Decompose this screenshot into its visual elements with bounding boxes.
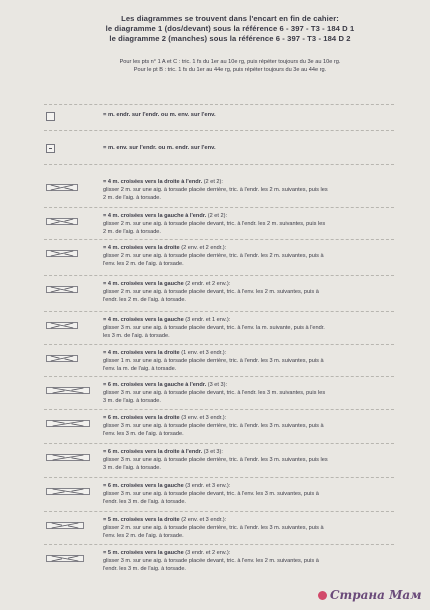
divider <box>44 376 394 377</box>
cable-title: = 6 m. croisées vers la gauche <box>103 483 184 489</box>
cable-cross-icon <box>46 482 90 500</box>
cable-instruction-line: l'env. les 2 m. de l'aig. à torsade. <box>103 533 184 539</box>
header-line: Les diagrammes se trouvent dans l'encart en fin de cahier: <box>121 14 339 23</box>
cable-cross-icon <box>46 178 78 196</box>
cable-instruction-line: les 3 m. de l'aig. à torsade. <box>103 333 170 339</box>
cable-instruction-line: glisser 2 m. sur une aig. à torsade placée derrière, tric. à l'endr. les 2 m. suivantes, puis à <box>103 253 324 259</box>
empty-square-icon <box>46 112 55 121</box>
cable-title: = 4 m. croisées vers la gauche <box>103 281 184 287</box>
cable-title: = 5 m. croisées vers la gauche <box>103 550 184 556</box>
cable-instruction-line: 3 m. de l'aig. à torsade. <box>103 465 161 471</box>
cable-heading <box>103 280 403 288</box>
header-line: le diagramme 1 (dos/devant) sous la référence 6 - 397 - T3 - 184 D 1 <box>105 24 355 33</box>
cable-params: (2 et 2): <box>207 213 228 219</box>
cable-title: = 6 m. croisées vers la droite à l'endr. <box>103 449 203 455</box>
intro-line: Pour les pts n° 1 A et C : tric. 1 fs du 1er au 10e rg, puis répéter toujours du 3e au 10e rg. <box>119 59 341 65</box>
legend-text: = m. endr. sur l'endr. ou m. env. sur l'env. <box>103 112 216 118</box>
cable-params: (3 et 3): <box>203 449 223 455</box>
divider <box>44 477 394 478</box>
cable-params: (3 endr. et 3 env.): <box>185 483 231 489</box>
cable-title: = 6 m. croisées vers la gauche à l'endr. <box>103 382 207 388</box>
cable-instruction-line: 3 m. de l'aig. à torsade. <box>103 398 161 404</box>
divider <box>44 511 394 512</box>
cable-description <box>103 414 403 438</box>
header-line: le diagramme 2 (manches) sous la référence 6 - 397 - T3 - 184 D 2 <box>109 34 351 43</box>
cable-instruction-line: glisser 3 m. sur une aig. à torsade placée derrière, tric. à l'endr. les 3 m. suivantes, puis les <box>103 457 328 463</box>
legend-row <box>40 110 410 144</box>
divider <box>44 275 394 276</box>
cable-heading <box>103 414 403 422</box>
page-header <box>60 14 400 44</box>
cable-instruction-line: 2 m. de l'aig. à torsade. <box>103 229 161 235</box>
divider <box>44 443 394 444</box>
cable-cross-icon <box>46 349 78 367</box>
cable-heading <box>103 448 403 456</box>
cable-instruction-line: glisser 2 m. sur une aig. à torsade placée devant, tric. à l'env. les 2 m. suivantes, puis à <box>103 289 319 295</box>
divider <box>44 104 394 105</box>
cable-params: (2 et 2): <box>203 179 223 185</box>
cable-title: = 4 m. croisées vers la droite <box>103 350 180 356</box>
cable-heading <box>103 349 403 357</box>
cable-title: = 4 m. croisées vers la droite <box>103 245 180 251</box>
cable-instruction-line: glisser 2 m. sur une aig. à torsade placée derrière, tric. à l'endr. les 2 m. suivantes, puis les <box>103 187 328 193</box>
cable-description <box>103 212 403 236</box>
cable-title: = 4 m. croisées vers la droite à l'endr. <box>103 179 203 185</box>
cable-params: (3 endr. et 1 env.): <box>185 317 231 323</box>
cable-cross-icon <box>46 212 78 230</box>
divider <box>44 130 394 131</box>
cable-instruction-line: glisser 3 m. sur une aig. à torsade placée devant, tric. à l'env. la m. suivante, puis à l'endr. <box>103 325 325 331</box>
cable-row <box>40 244 410 278</box>
cable-instruction-line: l'endr. les 3 m. de l'aig. à torsade. <box>103 566 186 572</box>
cable-description <box>103 349 403 373</box>
cable-instruction-line: glisser 3 m. sur une aig. à torsade placée devant, tric. à l'env. les 2 m. suivantes, puis à <box>103 558 319 564</box>
cable-cross-icon <box>46 280 78 298</box>
divider <box>44 239 394 240</box>
cable-params: (3 et 3): <box>207 382 228 388</box>
cable-instruction-line: l'env. les 2 m. de l'aig. à torsade. <box>103 261 184 267</box>
cable-instruction-line: 2 m. de l'aig. à torsade. <box>103 195 161 201</box>
legend-row <box>40 143 410 177</box>
cable-heading <box>103 178 403 186</box>
cable-instruction-line: glisser 3 m. sur une aig. à torsade placée devant, tric. à l'endr. les 3 m. suivantes, puis les <box>103 390 326 396</box>
cable-instruction-line: l'env. la m. de l'aig. à torsade. <box>103 366 177 372</box>
cable-description <box>103 482 403 506</box>
cable-params: (3 env. et 3 endr.): <box>181 415 227 421</box>
cable-params: (2 endr. et 2 env.): <box>185 281 231 287</box>
cable-instruction-line: glisser 3 m. sur une aig. à torsade placée devant, tric. à l'env. les 3 m. suivantes, puis à <box>103 491 319 497</box>
intro-line: Pour le pt B : tric. 1 fs du 1er au 44e rg, puis répéter toujours du 3e au 44e rg. <box>133 67 327 73</box>
cable-heading <box>103 316 403 324</box>
cable-instruction-line: l'endr. les 2 m. de l'aig. à torsade. <box>103 297 186 303</box>
cable-instruction-line: glisser 2 m. sur une aig. à torsade placée devant, tric. à l'endr. les 2 m. suivantes, puis les <box>103 221 326 227</box>
cable-description <box>103 178 403 202</box>
cable-params: (3 endr. et 2 env.): <box>185 550 231 556</box>
cable-description <box>103 448 403 472</box>
cable-row <box>40 549 410 583</box>
cable-row <box>40 349 410 383</box>
cable-cross-icon <box>46 316 78 334</box>
cable-description <box>103 244 403 268</box>
cable-description <box>103 280 403 304</box>
dash-square-icon <box>46 144 55 153</box>
cable-row <box>40 212 410 246</box>
cable-cross-icon <box>46 381 90 399</box>
cable-title: = 6 m. croisées vers la droite <box>103 415 180 421</box>
cable-cross-icon <box>46 244 78 262</box>
divider <box>44 544 394 545</box>
cable-cross-icon <box>46 414 90 432</box>
cable-params: (2 env. et 2 endr.): <box>181 245 227 251</box>
cable-description <box>103 549 403 573</box>
divider <box>44 409 394 410</box>
cable-title: = 4 m. croisées vers la gauche à l'endr. <box>103 213 207 219</box>
cable-heading <box>103 244 403 252</box>
cable-params: (1 env. et 3 endr.): <box>181 350 227 356</box>
divider <box>44 344 394 345</box>
cable-heading <box>103 212 403 220</box>
cable-instruction-line: glisser 3 m. sur une aig. à torsade placée derrière, tric. à l'endr. les 3 m. suivantes, puis à <box>103 423 324 429</box>
cable-heading <box>103 482 403 490</box>
cable-instruction-line: glisser 1 m. sur une aig. à torsade placée derrière, tric. à l'endr. les 3 m. suivantes, puis à <box>103 358 324 364</box>
divider <box>44 311 394 312</box>
cable-instruction-line: l'endr. les 3 m. de l'aig. à torsade. <box>103 499 186 505</box>
cable-cross-icon <box>46 448 90 466</box>
cable-title: = 5 m. croisées vers la droite <box>103 517 180 523</box>
cable-cross-icon <box>46 516 84 534</box>
intro-text <box>70 58 390 74</box>
cable-heading <box>103 381 403 389</box>
cable-description <box>103 516 403 540</box>
cable-heading <box>103 516 403 524</box>
cable-title: = 4 m. croisées vers la gauche <box>103 317 184 323</box>
cable-description <box>103 316 403 340</box>
cable-params: (2 env. et 3 endr.): <box>181 517 227 523</box>
cable-cross-icon <box>46 549 84 567</box>
legend-text: = m. env. sur l'endr. ou m. endr. sur l'env. <box>103 145 216 151</box>
divider <box>44 207 394 208</box>
watermark-text: Страна Мам <box>330 588 422 602</box>
flower-icon <box>318 591 327 600</box>
watermark <box>318 588 422 602</box>
cable-instruction-line: glisser 2 m. sur une aig. à torsade placée derrière, tric. à l'endr. les 3 m. suivantes, puis à <box>103 525 324 531</box>
divider <box>44 164 394 165</box>
cable-heading <box>103 549 403 557</box>
cable-row <box>40 280 410 314</box>
cable-instruction-line: l'env. les 3 m. de l'aig. à torsade. <box>103 431 184 437</box>
cable-description <box>103 381 403 405</box>
